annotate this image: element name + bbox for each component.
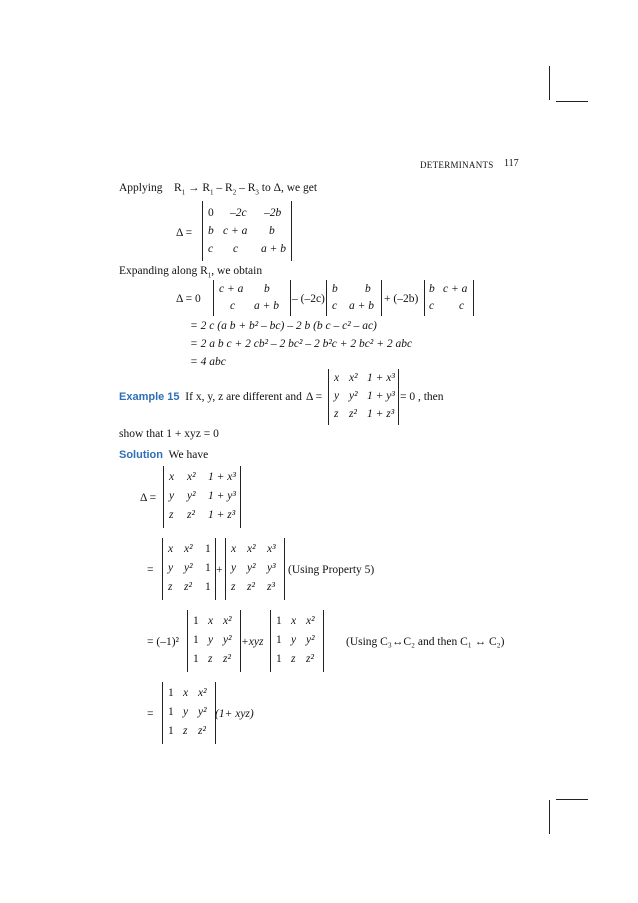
cell: y² [184, 562, 193, 574]
cell: x² [349, 372, 358, 384]
expanding-line: Expanding along $R_1$, we obtain [119, 265, 263, 280]
cell: c [459, 300, 465, 312]
cell: 1 [205, 562, 211, 574]
determinant-m3 [162, 682, 216, 744]
determinant-m2b [270, 610, 324, 672]
cell: 1 [276, 634, 282, 646]
cell: 1 [276, 615, 282, 627]
expansion-lhs: Δ = 0 [176, 293, 201, 305]
cell: z [183, 725, 188, 737]
cell: c + a [219, 283, 244, 295]
delta-label: Δ = [176, 227, 193, 239]
cell: b [429, 283, 435, 295]
cell: y³ [267, 562, 276, 574]
plus-xyz: +xyz [241, 636, 264, 648]
cell: c [208, 243, 214, 255]
cell: x² [306, 615, 315, 627]
cell: z [208, 653, 213, 665]
factor: (1+ xyz) [215, 708, 254, 720]
cell: c [230, 300, 236, 312]
cell: x² [184, 543, 193, 555]
cell: y [334, 390, 340, 402]
cell: 1 [205, 581, 211, 593]
cell: 1 [193, 615, 199, 627]
cell: z² [223, 653, 231, 665]
determinant-m1a [162, 538, 216, 600]
applying-word: Applying [119, 182, 163, 194]
solution-delta: Δ = [140, 492, 157, 504]
equation-line-1: = 2 c (a b + b² – bc) – 2 b (b c – c² – ac) [190, 320, 377, 332]
cell: z² [198, 725, 206, 737]
show-line: show that 1 + xyz = 0 [119, 428, 219, 440]
cell: b [365, 283, 371, 295]
cell: c + a [443, 283, 468, 295]
cell: 1 [276, 653, 282, 665]
cell: z [169, 509, 174, 521]
running-header: DETERMINANTS [420, 160, 494, 170]
cell: x² [198, 687, 207, 699]
cell: 1 + y³ [208, 490, 236, 502]
determinant-m0 [163, 466, 241, 528]
cell: –2b [264, 207, 282, 219]
cell: x [169, 471, 175, 483]
cell: 1 + y³ [367, 390, 395, 402]
cell: 1 [168, 687, 174, 699]
cell: –2c [230, 207, 247, 219]
cell: z² [187, 509, 195, 521]
equation-line-3: = 4 abc [190, 356, 226, 368]
cell: y² [306, 634, 315, 646]
cell: 1 + x³ [208, 471, 236, 483]
cell: b [332, 283, 338, 295]
cell: 1 [193, 653, 199, 665]
example-label: Example 15 [119, 391, 180, 403]
cell: a + b [254, 300, 280, 312]
solution-line [119, 449, 208, 461]
cell: y [168, 562, 174, 574]
cell: c [429, 300, 435, 312]
cell: y [208, 634, 214, 646]
cell: z³ [267, 581, 275, 593]
cell: x² [223, 615, 232, 627]
row-op: $R_1 \to R_1 - R_2 - R_3$ to Δ, we get [173, 182, 318, 197]
coef-3: + (–2b) [384, 293, 419, 305]
example-line [119, 391, 302, 403]
example-text: If x, y, z are different and [185, 391, 302, 403]
cell: a + b [261, 243, 287, 255]
cell: z² [184, 581, 192, 593]
cell: 1 + z³ [208, 509, 236, 521]
margin-mark [549, 800, 550, 834]
cell: x [208, 615, 214, 627]
minor-1 [213, 280, 291, 316]
cell: z [168, 581, 173, 593]
coefficient: = (–1)² [147, 636, 179, 648]
cell: y² [198, 706, 207, 718]
cell: y [291, 634, 297, 646]
minor-3 [424, 280, 474, 316]
example-delta: Δ = [306, 391, 323, 403]
cell: x [231, 543, 237, 555]
page-number: 117 [504, 158, 519, 169]
cell: y [169, 490, 175, 502]
cell: a + b [349, 300, 375, 312]
equals-sign: = [147, 564, 154, 576]
applying-line [119, 182, 317, 196]
equation-line-2: = 2 a b c + 2 cb² – 2 bc² – 2 b²c + 2 bc² + 2 abc [190, 338, 413, 350]
coef-2: – (–2c) [292, 293, 325, 305]
cell: z [231, 581, 236, 593]
cell: y² [349, 390, 358, 402]
cell: c [233, 243, 239, 255]
cell: x [168, 543, 174, 555]
cell: x [183, 687, 189, 699]
margin-mark [556, 101, 588, 102]
cell: x [291, 615, 297, 627]
cell: y [231, 562, 237, 574]
cell: z² [349, 408, 357, 420]
equals-sign: = [147, 708, 154, 720]
cell: z² [306, 653, 314, 665]
cell: x³ [267, 543, 276, 555]
cell: 1 + z³ [367, 408, 395, 420]
cell: x² [187, 471, 196, 483]
cell: x² [247, 543, 256, 555]
cell: b [264, 283, 270, 295]
cell: c + a [223, 225, 248, 237]
cell: z² [247, 581, 255, 593]
cell: b [269, 225, 275, 237]
cell: x [334, 372, 340, 384]
margin-mark [556, 799, 588, 800]
note-column-swap: (Using C₃↔C₂ and then C₁ ↔ C₂) [346, 636, 505, 648]
solution-label: Solution [119, 449, 163, 461]
cell: y² [247, 562, 256, 574]
minor-2 [326, 280, 382, 316]
margin-mark [549, 66, 550, 100]
solution-text: We have [168, 449, 209, 461]
cell: 0 [208, 207, 214, 219]
cell: b [208, 225, 214, 237]
cell: 1 [168, 725, 174, 737]
determinant-step1 [202, 201, 292, 261]
cell: z [291, 653, 296, 665]
cell: 1 + x³ [367, 372, 395, 384]
cell: y² [223, 634, 232, 646]
cell: 1 [205, 543, 211, 555]
note-property-5: (Using Property 5) [288, 564, 375, 576]
example-tail: = 0 , then [400, 391, 444, 403]
cell: 1 [168, 706, 174, 718]
cell: 1 [193, 634, 199, 646]
cell: c [332, 300, 338, 312]
plus-sign: + [216, 564, 223, 576]
example-determinant [328, 369, 399, 425]
determinant-m1b [225, 538, 285, 600]
determinant-m2a [187, 610, 241, 672]
cell: y [183, 706, 189, 718]
cell: z [334, 408, 339, 420]
cell: y² [187, 490, 196, 502]
